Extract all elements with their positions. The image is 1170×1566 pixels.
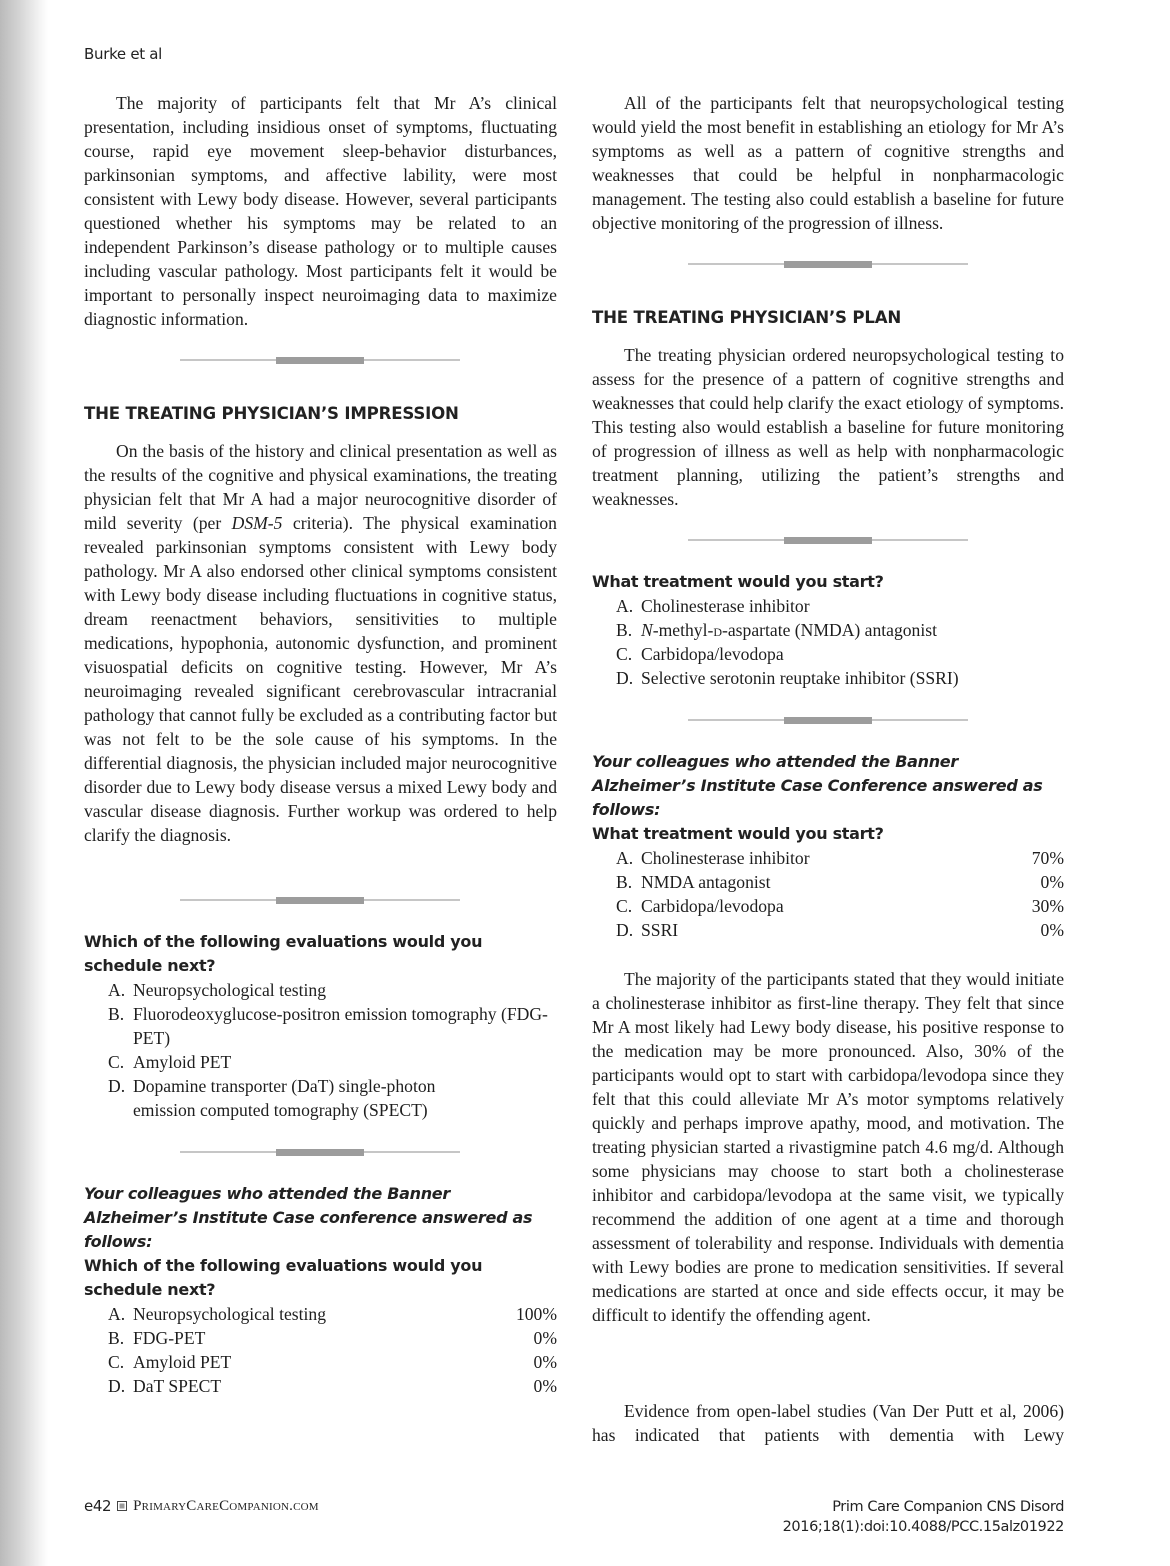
result-percent: 0%	[1040, 920, 1064, 940]
divider-bar	[276, 357, 364, 364]
option-item	[616, 666, 1064, 690]
discussion-paragraph: The majority of the participants stated that they would initiate a cholinesterase inhibitor as first-line therapy. They felt that since Mr A most likely had Lewy body disease, his positive response to the medication may be more pronounced. Also, 30% of the participants would opt to start with carbidopa/levodopa since they felt that this could alleviate Mr A’s motor symptoms relatively quickly and perhaps improve apathy, mood, and motivation. The treating physician started a rivastigmine patch 4.6 mg/d. Although some physicians may choose to start both a cholinesterase inhibitor and carbidopa/levodopa at the same visit, we typically recommend the addition of one agent at a time and thorough assessment of tolerability and response. Individuals with dementia with Lewy bodies are prone to medication sensitivities. If several medications are started at once and side effects occur, it may be difficult to identify the offending agent.	[592, 969, 1064, 1325]
section-divider	[180, 896, 460, 904]
square-bullet-icon	[117, 1501, 127, 1511]
result-row	[616, 870, 1064, 894]
divider-bar	[276, 1149, 364, 1156]
option-item	[108, 1002, 557, 1050]
option-letter: B.	[616, 872, 633, 892]
option-text: Neuropsychological testing	[133, 980, 326, 1000]
impression-heading: THE TREATING PHYSICIAN’S IMPRESSION	[84, 404, 459, 423]
option-letter: A.	[108, 980, 126, 1000]
result-percent: 0%	[533, 1376, 557, 1396]
result-percent: 0%	[533, 1328, 557, 1348]
colleagues-intro-text: Your colleagues who attended the Banner Alzheimer’s Institute Case Conference answered as follows:	[592, 752, 1043, 819]
section-divider	[180, 1148, 460, 1156]
plan-body	[592, 343, 1064, 511]
divider-bar	[276, 897, 364, 904]
footer-left	[84, 1497, 319, 1515]
impression-paragraph	[84, 439, 557, 847]
option-letter: D.	[108, 1376, 126, 1396]
colleagues-intro-left	[84, 1182, 544, 1254]
question2-block	[592, 570, 1064, 594]
divider-bar	[784, 537, 872, 544]
option-letter: B.	[108, 1004, 125, 1024]
option-letter: D.	[616, 668, 634, 688]
option-letter: D.	[108, 1076, 126, 1096]
question2-results-options	[592, 846, 1064, 942]
result-row	[108, 1326, 557, 1350]
option-text: NMDA antagonist	[641, 872, 771, 892]
question2-results-block	[592, 822, 1064, 846]
divider-bar	[784, 261, 872, 268]
plan-heading: THE TREATING PHYSICIAN’S PLAN	[592, 308, 902, 327]
left-intro-paragraph: The majority of participants felt that Mr A’s clinical presentation, including insidious onset of symptoms, fluctuating course, rapid eye movement sleep-behavior disturbances, parkinsonian symptoms, and affective lability, were most consistent with Lewy body disease. However, several participants questioned whether his symptoms may be related to an independent Parkinson’s disease pathology or to multiple causes including vascular pathology. Most participants felt it would be important to personally inspect neuroimaging data to maximize diagnostic information.	[84, 93, 557, 329]
question1-results-title: Which of the following evaluations would you schedule next?	[84, 1256, 483, 1299]
option-text: Carbidopa/levodopa	[641, 896, 784, 916]
result-row	[108, 1374, 557, 1398]
option-text-italic: N	[641, 620, 653, 640]
option-letter: A.	[616, 596, 634, 616]
option-letter: A.	[108, 1304, 126, 1324]
option-text-post: -aspartate (NMDA) antagonist	[722, 620, 937, 640]
question2-results-title: What treatment would you start?	[592, 824, 884, 843]
option-item	[108, 978, 557, 1002]
right-intro-paragraph: All of the participants felt that neuropsychological testing would yield the most benefit in establishing an etiology for Mr A’s symptoms as well as a pattern of cognitive strengths and weaknesses that could be helpful in nonpharmacologic management. The testing also could establish a baseline for future objective monitoring of the progression of illness.	[592, 93, 1064, 233]
option-letter: D.	[616, 920, 634, 940]
plan-section	[592, 306, 1064, 330]
question1-options	[84, 978, 557, 1122]
option-text: Amyloid PET	[133, 1352, 232, 1372]
running-head: Burke et al	[84, 45, 163, 63]
option-letter: B.	[616, 620, 633, 640]
journal-website-link[interactable]: PrimaryCareCompanion.com	[133, 1497, 319, 1514]
option-text	[641, 618, 1064, 642]
question2-title: What treatment would you start?	[592, 572, 884, 591]
result-percent: 70%	[1031, 848, 1064, 868]
section-divider	[180, 356, 460, 364]
result-row	[108, 1302, 557, 1326]
page-number: e42	[84, 1497, 112, 1515]
option-text: Cholinesterase inhibitor	[641, 596, 810, 616]
impression-text-2: criteria). The physical examination revealed parkinsonian symptoms consistent with Lewy body pathology. Mr A also endorsed other clinical symptoms consistent with Lewy body disease including fluctuations in cognitive status, dream reenactment behaviors, sensitivities to multiple medications, hypophonia, autonomic dysfunction, and prominent visuospatial deficits on cognitive testing. However, Mr A’s neuroimaging revealed significant cerebrovascular intracranial pathology that cannot fully be excluded as a contributing factor but was not felt to be the sole cause of his symptoms. In the differential diagnosis, the physician included major neurocognitive disorder due to Lewy body disease versus a mixed Lewy body and vascular disease diagnosis. Further workup was ordered to help clarify the diagnosis.	[84, 513, 557, 845]
option-letter: C.	[108, 1352, 125, 1372]
plan-paragraph: The treating physician ordered neuropsychological testing to assess for the presence of a pattern of cognitive strengths and weaknesses that could help clarify the exact etiology of symptoms. This testing also would establish a baseline for future monitoring of progression of illness as well as help with nonpharmacologic treatment planning, utilizing the patient’s strengths and weaknesses.	[592, 345, 1064, 509]
option-text-smallcaps: d	[713, 620, 723, 640]
option-text: Amyloid PET	[133, 1052, 232, 1072]
option-item	[616, 642, 1064, 666]
result-row	[616, 846, 1064, 870]
option-text: FDG-PET	[133, 1328, 206, 1348]
option-item	[616, 594, 1064, 618]
option-text: Cholinesterase inhibitor	[641, 848, 810, 868]
option-text: Neuropsychological testing	[133, 1304, 326, 1324]
option-letter: B.	[108, 1328, 125, 1348]
option-text: Selective serotonin reuptake inhibitor (SSRI)	[641, 668, 959, 688]
right-intro-block	[592, 91, 1064, 235]
question1-title: Which of the following evaluations would you schedule next?	[84, 932, 483, 975]
question1-block	[84, 930, 504, 978]
citation-doi: 2016;18(1):doi:10.4088/PCC.15alz01922	[782, 1519, 1064, 1535]
impression-section	[84, 402, 557, 426]
question2-options	[592, 594, 1064, 690]
divider-bar	[784, 717, 872, 724]
section-divider	[688, 536, 968, 544]
dsm5-italic: DSM-5	[231, 513, 283, 533]
result-percent: 100%	[515, 1304, 557, 1324]
option-text-pre: -methyl-	[652, 620, 714, 640]
option-text: Fluorodeoxyglucose-positron emission tomography (FDG-PET)	[133, 1004, 548, 1048]
result-row	[108, 1350, 557, 1374]
option-item	[108, 1050, 557, 1074]
option-letter: A.	[616, 848, 634, 868]
discussion-block	[592, 967, 1064, 1327]
result-row	[616, 918, 1064, 942]
option-item	[616, 618, 1064, 642]
section-divider	[688, 260, 968, 268]
left-intro-block	[84, 91, 557, 331]
option-letter: C.	[616, 644, 633, 664]
question1-results-options	[84, 1302, 557, 1398]
impression-body	[84, 439, 557, 847]
page-edge-shadow	[0, 0, 48, 1566]
result-row	[616, 894, 1064, 918]
option-letter: C.	[108, 1052, 125, 1072]
result-percent: 0%	[533, 1352, 557, 1372]
evidence-block	[592, 1399, 1064, 1447]
option-item	[108, 1074, 557, 1122]
option-text: Carbidopa/levodopa	[641, 644, 784, 664]
result-percent: 30%	[1031, 896, 1064, 916]
result-percent: 0%	[1040, 872, 1064, 892]
option-text: SSRI	[641, 920, 679, 940]
section-divider	[688, 716, 968, 724]
evidence-paragraph: Evidence from open-label studies (Van Der Putt et al, 2006) has indicated that patients with dementia with Lewy	[592, 1401, 1064, 1445]
impression-text-1: On the basis of the history and clinical presentation as well as the results of the cognitive and physical examinations, the treating physician felt that Mr A had a major neurocognitive disorder of mild severity (per	[84, 441, 557, 533]
footer-right	[783, 1497, 1064, 1537]
question1-results-block	[84, 1254, 504, 1302]
option-text: DaT SPECT	[133, 1376, 222, 1396]
option-text: Dopamine transporter (DaT) single-photon emission computed tomography (SPECT)	[133, 1076, 436, 1120]
colleagues-intro-text: Your colleagues who attended the Banner Alzheimer’s Institute Case conference answered as follows:	[84, 1184, 533, 1251]
option-letter: C.	[616, 896, 633, 916]
journal-name: Prim Care Companion CNS Disord	[832, 1499, 1064, 1515]
colleagues-intro-right	[592, 750, 1052, 822]
